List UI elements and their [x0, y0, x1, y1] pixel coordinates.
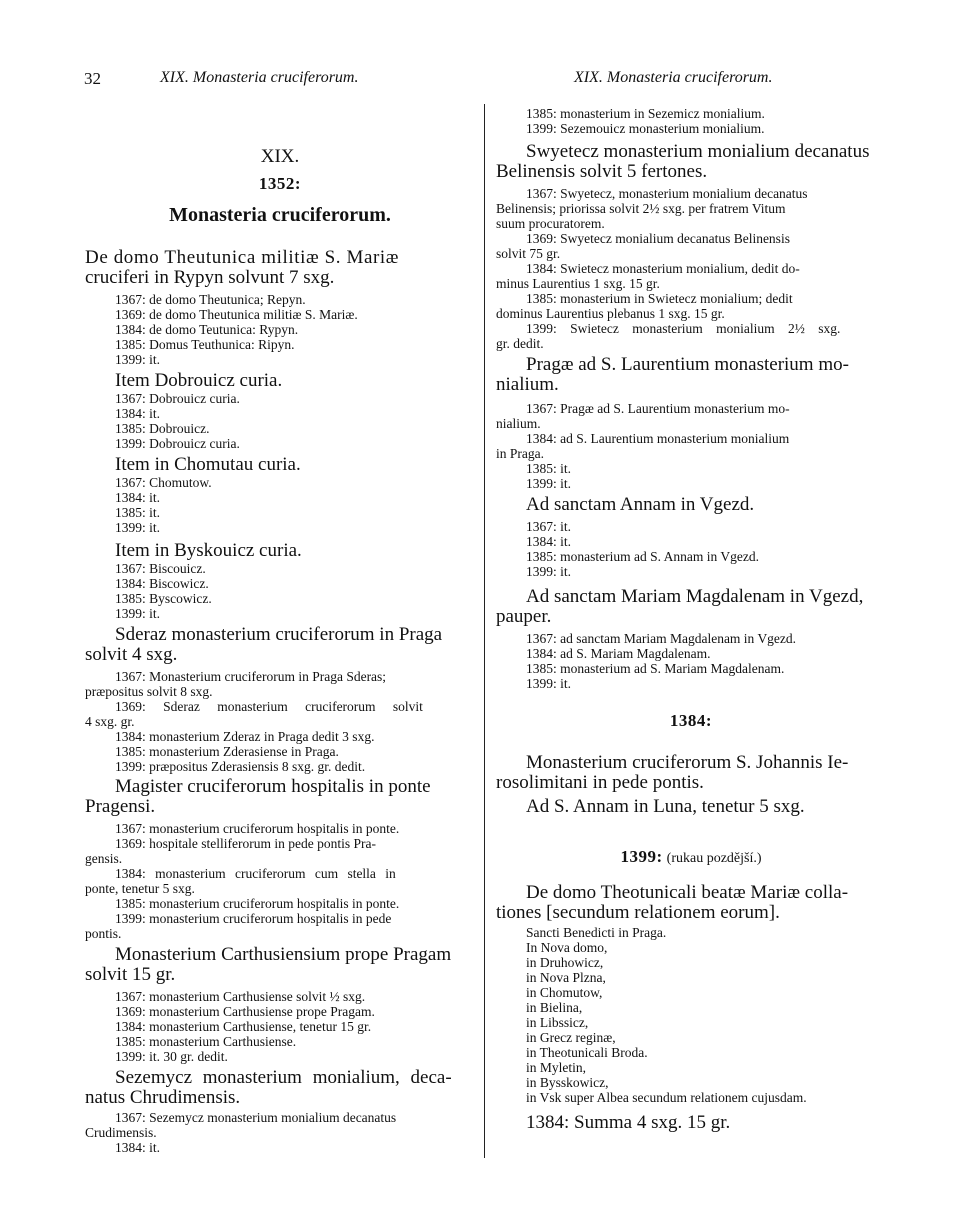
- entry-line: Crudimensis.: [85, 1125, 157, 1140]
- list-item: in Myletin,: [526, 1060, 586, 1075]
- entry-line: 1399: it.: [526, 476, 572, 491]
- entry-line: minus Laurentius 1 sxg. 15 gr.: [496, 276, 660, 291]
- section-title: Monasteria cruciferorum.: [169, 204, 391, 226]
- running-head-right: XIX. Monasteria cruciferorum.: [574, 69, 773, 86]
- entry-line: 1384: ad S. Mariam Magdalenam.: [526, 646, 711, 661]
- entry-heading: Monasterium Carthusiensium prope Pragam: [115, 944, 452, 965]
- list-item: in Druhowicz,: [526, 955, 604, 970]
- entry-heading: Sezemycz monasterium monialium, deca-: [115, 1067, 452, 1088]
- entry-line: 1369: hospitale stelliferorum in pede pontis Pra-: [115, 836, 376, 851]
- list-item: in Nova Plzna,: [526, 970, 606, 985]
- entry-line: præpositus solvit 8 sxg.: [85, 684, 213, 699]
- entry-line: gensis.: [85, 851, 123, 866]
- entry-line: 1367: ad sanctam Mariam Magdalenam in Vgezd.: [526, 631, 797, 646]
- entry-line: 1399: it.: [526, 564, 572, 579]
- entry-line: 1399: it.: [526, 676, 572, 691]
- entry-line: 1367: Chomutow.: [115, 475, 212, 490]
- entry-heading: Item in Chomutau curia.: [115, 454, 301, 475]
- entry-line: 1385: monasterium in Swietecz monialium; dedit: [526, 291, 793, 306]
- entry-line: 1384: ad S. Laurentium monasterium monialium: [526, 431, 790, 446]
- entry-line: 1367: Pragæ ad S. Laurentium monasterium mo-: [526, 401, 790, 416]
- entry-heading: Pragæ ad S. Laurentium monasterium mo-: [526, 354, 849, 375]
- entry-line: 1399: præpositus Zderasiensis 8 sxg. gr. dedit.: [115, 759, 366, 774]
- entry-line: 1385: it.: [526, 461, 572, 476]
- entry-line: 1384: it.: [115, 406, 161, 421]
- entry-line: 1385: Domus Teuthunica: Ripyn.: [115, 337, 295, 352]
- list-item: In Nova domo,: [526, 940, 608, 955]
- entry-heading: solvit 4 sxg.: [85, 644, 178, 665]
- entry-line: 1399: it. 30 gr. dedit.: [115, 1049, 228, 1064]
- right-column: [496, 100, 886, 1133]
- entry-heading: Ad sanctam Mariam Magdalenam in Vgezd,: [526, 586, 864, 607]
- entry-heading: De domo Theutunica militiæ S. Mariæ: [85, 247, 400, 268]
- column-divider: [484, 104, 485, 1158]
- entry-line: 1369: monasterium Carthusiense prope Pragam.: [115, 1004, 375, 1019]
- entry-heading: Swyetecz monasterium monialium decanatus: [526, 141, 870, 162]
- entry-line: 1367: Swyetecz, monasterium monialium decanatus: [526, 186, 808, 201]
- entry-heading: Monasterium cruciferorum S. Johannis Ie-: [526, 752, 849, 773]
- entry-line: 1385: monasterium Carthusiense.: [115, 1034, 297, 1049]
- entry-line: 1367: it.: [526, 519, 572, 534]
- entry-line: 1399: Swietecz monasterium monialium 2½ sxg.: [526, 321, 841, 336]
- entry-line: 1384: monasterium Zderaz in Praga dedit 3 sxg.: [115, 729, 375, 744]
- left-column: [85, 100, 475, 1155]
- entry-heading: Ad S. Annam in Luna, tenetur 5 sxg.: [526, 796, 805, 817]
- entry-line: 1385: monasterium ad S. Mariam Magdalenam.: [526, 661, 785, 676]
- entry-line: 1367: Sezemycz monasterium monialium decanatus: [115, 1110, 397, 1125]
- entry-line: 1385: monasterium cruciferorum hospitalis in ponte.: [115, 896, 400, 911]
- running-head-left: XIX. Monasteria cruciferorum.: [160, 69, 359, 86]
- entry-line: 1384: monasterium cruciferorum cum stella in: [115, 866, 396, 881]
- entry-heading: natus Chrudimensis.: [85, 1087, 241, 1108]
- section-year: 1384:: [669, 711, 713, 730]
- entry-heading: cruciferi in Rypyn solvunt 7 sxg.: [85, 267, 335, 288]
- entry-line: 1384: de domo Teutunica: Rypyn.: [115, 322, 299, 337]
- entry-line: Belinensis; priorissa solvit 2½ sxg. per fratrem Vitum: [496, 201, 786, 216]
- entry-line: 1384: monasterium Carthusiense, tenetur 15 gr.: [115, 1019, 372, 1034]
- list-item: in Vsk super Albea secundum relationem cujusdam.: [526, 1090, 807, 1105]
- entry-heading: Magister cruciferorum hospitalis in ponte: [115, 776, 431, 797]
- entry-line: 1385: it.: [115, 505, 161, 520]
- list-item: Sancti Benedicti in Praga.: [526, 925, 667, 940]
- list-item: in Grecz reginæ,: [526, 1030, 616, 1045]
- entry-heading: nialium.: [496, 374, 559, 395]
- entry-line: in Praga.: [496, 446, 544, 461]
- entry-line: 1384: it.: [115, 490, 161, 505]
- entry-line: 1385: Dobrouicz.: [115, 421, 210, 436]
- entry-line: 1399: it.: [115, 352, 161, 367]
- entry-line: 1367: Monasterium cruciferorum in Praga Sderas;: [115, 669, 387, 684]
- entry-line: 1399: it.: [115, 606, 161, 621]
- entry-line: 1369: Swyetecz monialium decanatus Belinensis: [526, 231, 790, 246]
- entry-line: 1385: Byscowicz.: [115, 591, 212, 606]
- section-roman-numeral: XIX.: [260, 146, 300, 167]
- entry-line: nialium.: [496, 416, 541, 431]
- section-year: 1352:: [258, 174, 302, 193]
- entry-line: 1399: Sezemouicz monasterium monialium.: [526, 121, 765, 136]
- entry-line: 1367: de domo Theutunica; Repyn.: [115, 292, 306, 307]
- entry-line: 1367: monasterium cruciferorum hospitalis in ponte.: [115, 821, 400, 836]
- entry-line: 1384: it.: [115, 1140, 161, 1155]
- entry-heading: Pragensi.: [85, 796, 156, 817]
- entry-heading: solvit 15 gr.: [85, 964, 176, 985]
- entry-heading: 1384: Summa 4 sxg. 15 gr.: [526, 1112, 731, 1133]
- entry-line: 1385: monasterium ad S. Annam in Vgezd.: [526, 549, 759, 564]
- entry-line: suum procuratorem.: [496, 216, 605, 231]
- list-item: in Chomutow,: [526, 985, 603, 1000]
- entry-line: 1385: monasterium in Sezemicz monialium.: [526, 106, 765, 121]
- section-year: 1399:: [620, 847, 663, 866]
- entry-line: 1385: monasterium Zderasiense in Praga.: [115, 744, 339, 759]
- later-hand-note: (rukau pozdější.): [666, 851, 762, 866]
- entry-heading: De domo Theotunicali beatæ Mariæ colla-: [526, 882, 849, 903]
- list-item: in Libssicz,: [526, 1015, 589, 1030]
- entry-heading: Belinensis solvit 5 fertones.: [496, 161, 708, 182]
- entry-line: 1367: Biscouicz.: [115, 561, 206, 576]
- list-item: in Bysskowicz,: [526, 1075, 609, 1090]
- entry-line: 1399: it.: [115, 520, 161, 535]
- entry-line: 1367: Dobrouicz curia.: [115, 391, 240, 406]
- entry-heading: Item Dobrouicz curia.: [115, 370, 283, 391]
- entry-line: 1367: monasterium Carthusiense solvit ½ sxg.: [115, 989, 366, 1004]
- entry-heading: Sderaz monasterium cruciferorum in Praga: [115, 624, 443, 645]
- entry-heading: Ad sanctam Annam in Vgezd.: [526, 494, 755, 515]
- entry-line: 1399: monasterium cruciferorum hospitalis in pede: [115, 911, 392, 926]
- entry-line: 1384: it.: [526, 534, 572, 549]
- entry-heading: rosolimitani in pede pontis.: [496, 772, 704, 793]
- entry-line: 1369: Sderaz monasterium cruciferorum solvit: [115, 699, 423, 714]
- entry-line: 4 sxg. gr.: [85, 714, 135, 729]
- entry-line: pontis.: [85, 926, 122, 941]
- list-item: in Bielina,: [526, 1000, 583, 1015]
- entry-line: dominus Laurentius plebanus 1 sxg. 15 gr.: [496, 306, 725, 321]
- entry-heading: pauper.: [496, 606, 552, 627]
- entry-line: gr. dedit.: [496, 336, 544, 351]
- entry-line: 1384: Biscowicz.: [115, 576, 209, 591]
- page-number: 32: [84, 69, 101, 88]
- entry-heading: tiones [secundum relationem eorum].: [496, 902, 780, 923]
- entry-line: 1399: Dobrouicz curia.: [115, 436, 240, 451]
- entry-line: 1369: de domo Theutunica militiæ S. Mariæ.: [115, 307, 358, 322]
- entry-line: 1384: Swietecz monasterium monialium, dedit do-: [526, 261, 800, 276]
- section-year-line: [496, 847, 886, 883]
- list-item: in Theotunicali Broda.: [526, 1045, 648, 1060]
- entry-line: ponte, tenetur 5 sxg.: [85, 881, 195, 896]
- entry-line: solvit 75 gr.: [496, 246, 561, 261]
- entry-heading: Item in Byskouicz curia.: [115, 540, 302, 561]
